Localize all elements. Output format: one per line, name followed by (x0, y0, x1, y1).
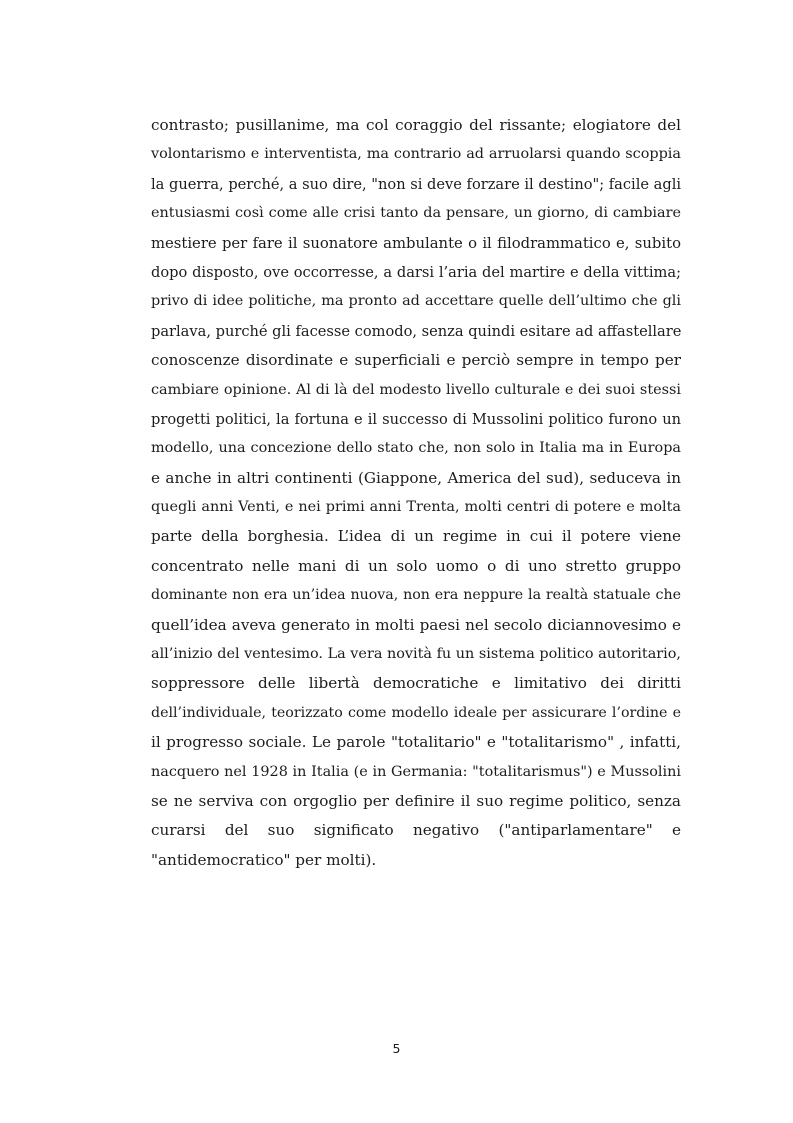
text-line: mestiere per fare il suonatore ambulante o il filodrammatico e, subito (151, 234, 681, 252)
text-line: curarsi del suo significato negativo ("antiparlamentare" e (151, 821, 681, 840)
text-line: parte della borghesia. L’idea di un regime in cui il potere viene (151, 527, 681, 546)
text-line: la guerra, perché, a suo dire, "non si deve forzare il destino"; facile agli (151, 175, 682, 193)
text-line: dell’individuale, teorizzato come modello ideale per assicurare l’ordine e (151, 704, 681, 721)
text-line: quegli anni Venti, e nei primi anni Trenta, molti centri di potere e molta (151, 499, 681, 516)
text-line: volontarismo e interventista, ma contrario ad arruolarsi quando scoppia (151, 146, 681, 163)
text-line: concentrato nelle mani di un solo uomo o di uno stretto gruppo (151, 556, 681, 575)
text-line: quell’idea aveva generato in molti paesi nel secolo diciannovesimo e (151, 615, 681, 634)
text-line: cambiare opinione. Al di là del modesto livello culturale e dei suoi stessi (151, 381, 681, 398)
text-line: nacquero nel 1928 in Italia (e in Germania: "totalitarismus") e Mussolini (151, 763, 681, 780)
text-line: entusiasmi così come alle crisi tanto da pensare, un giorno, di cambiare (151, 205, 681, 222)
page-number: 5 (392, 1041, 401, 1056)
text-line: "antidemocratico" per molti). (151, 850, 377, 869)
text-line: se ne serviva con orgoglio per definire il suo regime politico, senza (151, 791, 681, 810)
text-line: e anche in altri continenti (Giappone, America del sud), seduceva in (151, 468, 681, 487)
text-line: dominante non era un’idea nuova, non era neppure la realtà statuale che (151, 587, 681, 604)
text-line: il progresso sociale. Le parole "totalitario" e "totalitarismo" , infatti, (151, 733, 681, 752)
text-line: privo di idee politiche, ma pronto ad accettare quelle dell’ultimo che gli (151, 293, 681, 310)
text-line: soppressore delle libertà democratiche e limitativo dei diritti (151, 674, 681, 693)
text-line: all’inizio del ventesimo. La vera novità fu un sistema politico autoritario, (151, 646, 681, 663)
body-text (151, 111, 681, 875)
text-line: parlava, purché gli facesse comodo, senza quindi esitare ad affastellare (151, 322, 682, 340)
text-line: contrasto; pusillanime, ma col coraggio del rissante; elogiatore del (151, 116, 681, 134)
text-line: conoscenze disordinate e superficiali e perciò sempre in tempo per (151, 351, 681, 370)
text-line: progetti politici, la fortuna e il successo di Mussolini politico furono un (151, 410, 681, 428)
text-line: modello, una concezione dello stato che, non solo in Italia ma in Europa (151, 440, 681, 457)
text-line: dopo disposto, ove occorresse, a darsi l’aria del martire e della vittima; (151, 263, 681, 281)
